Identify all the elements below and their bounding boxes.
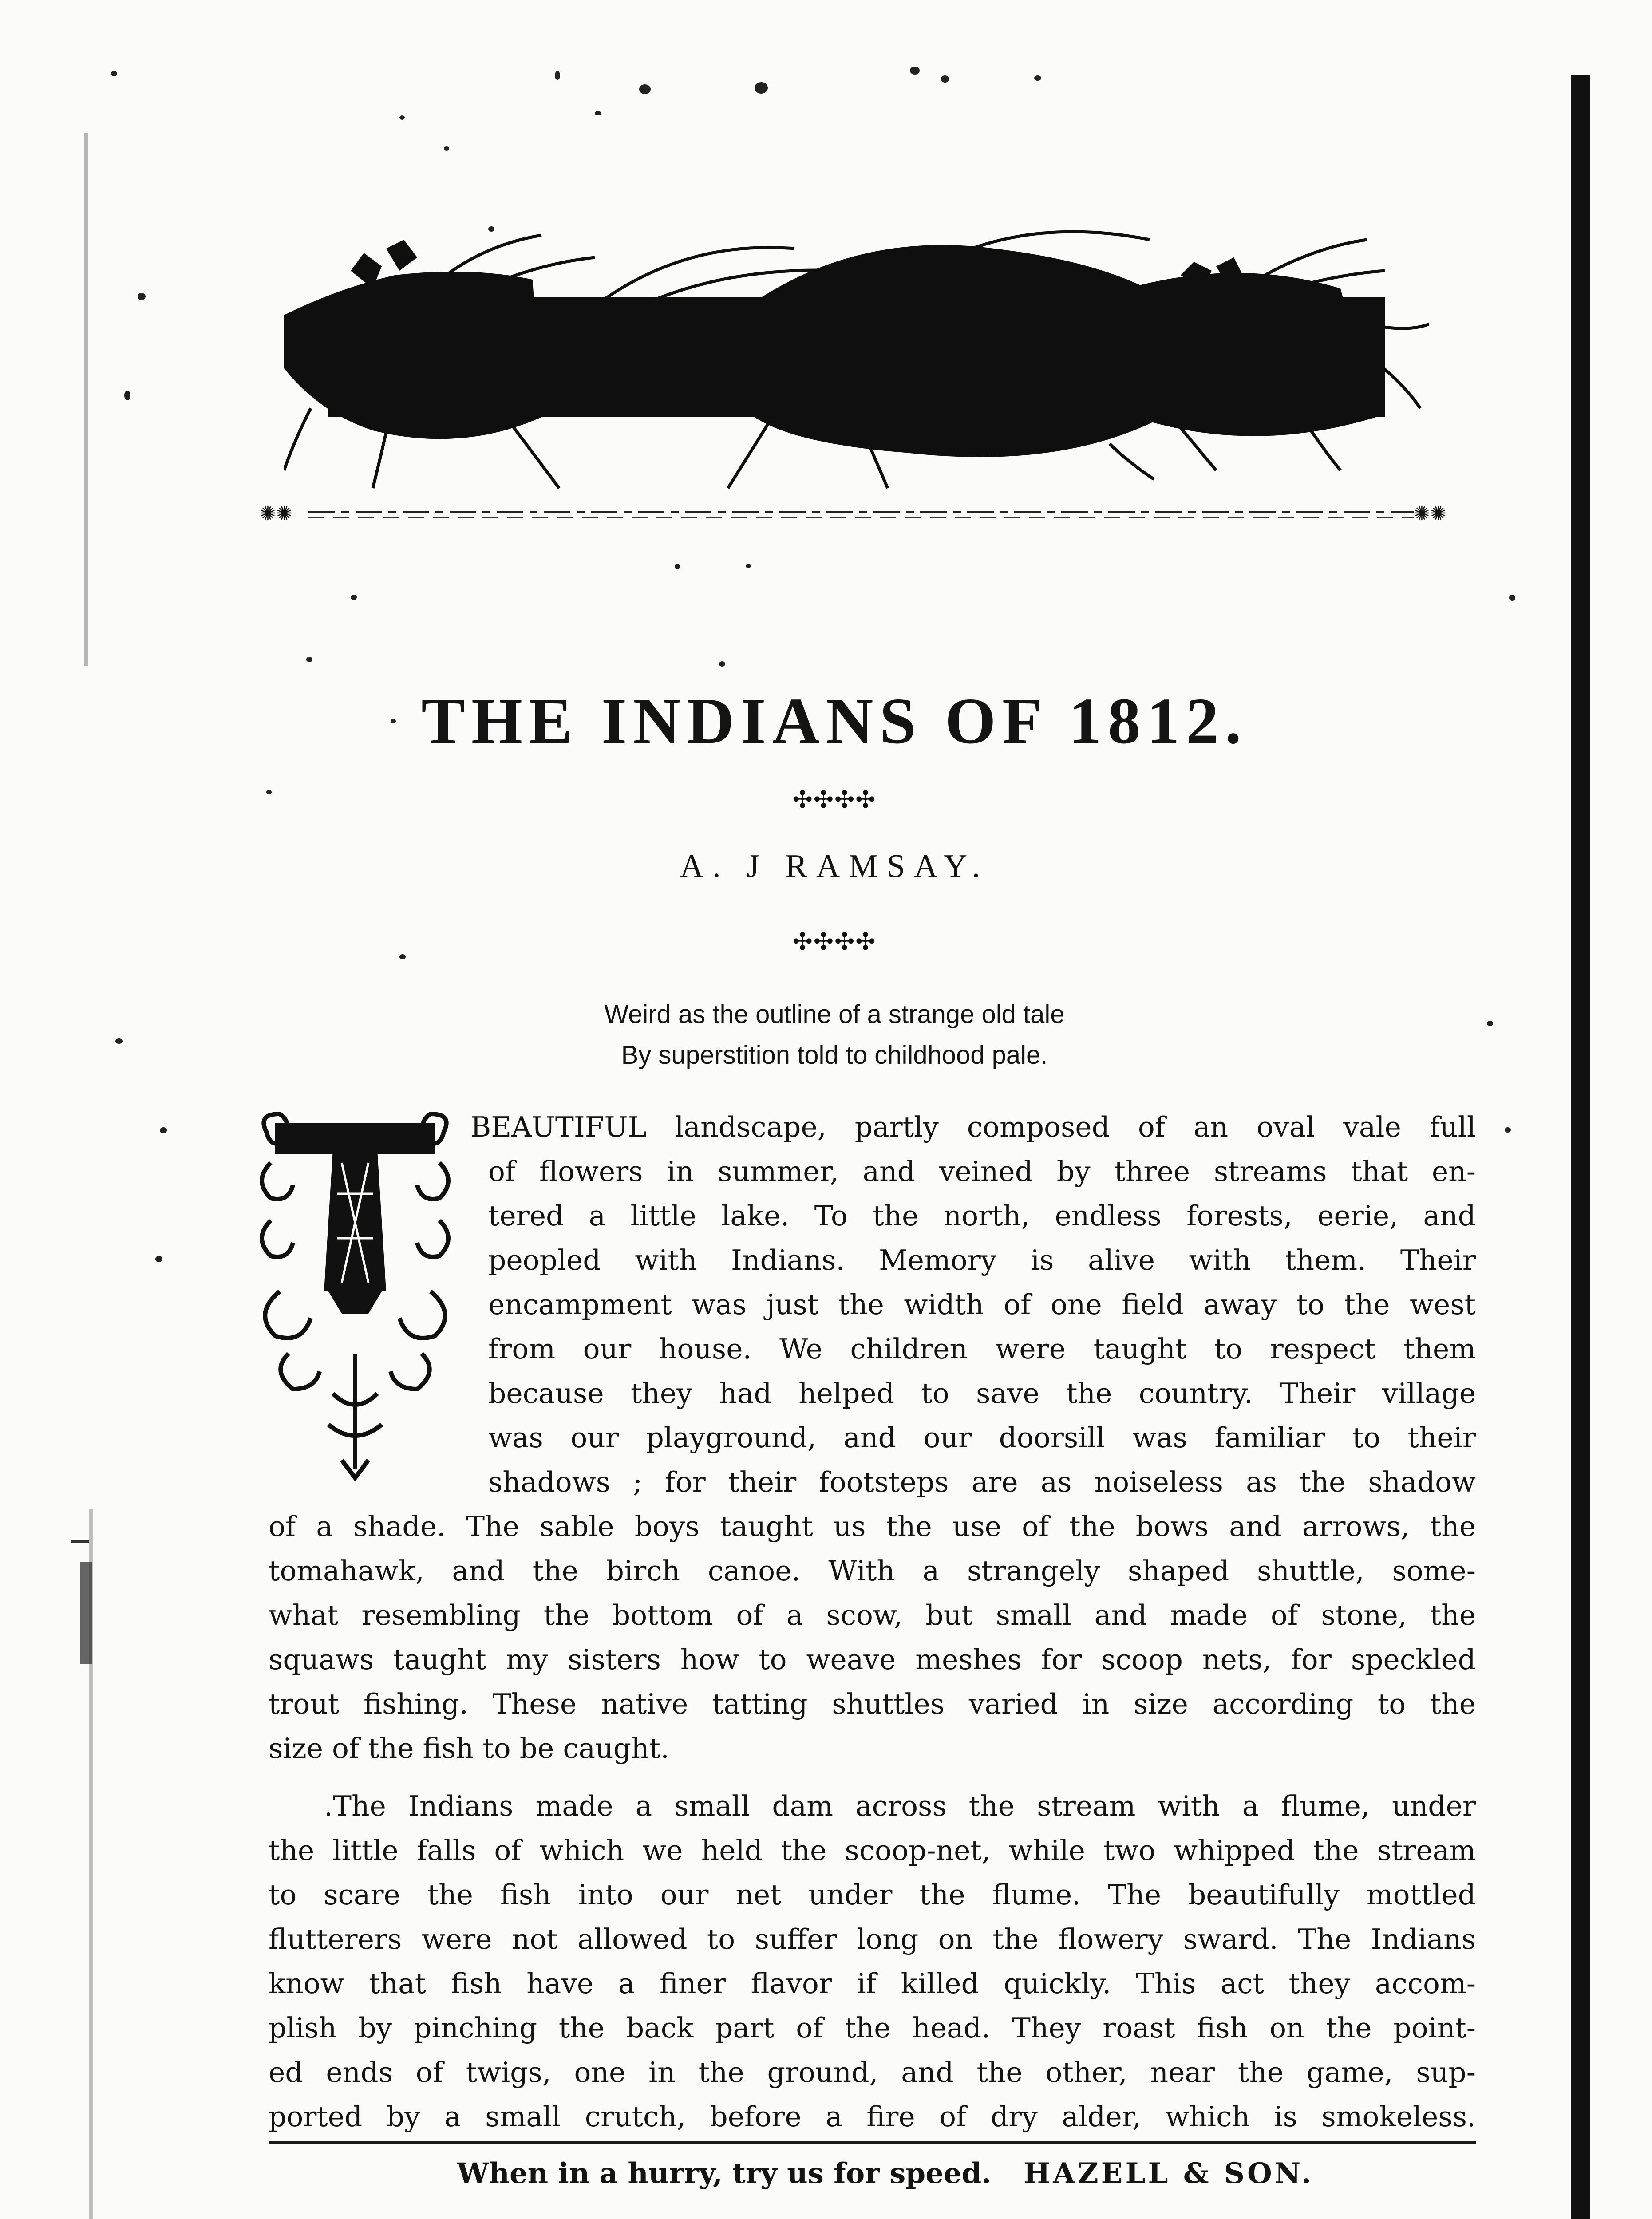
paragraph-line: from our house. We children were taught to respect them: [488, 1333, 1476, 1365]
footer-ad-name: HAZELL & SON.: [1023, 2157, 1314, 2190]
epigraph-line: Weird as the outline of a strange old tale: [604, 1000, 1065, 1029]
drop-cap-ornament: [253, 1105, 457, 1482]
footer-advertisement: [444, 2157, 1327, 2190]
paragraph-line: squaws taught my sisters how to weave meshes for scoop nets, for speckled: [269, 1643, 1476, 1676]
paragraph-line: know that fish have a finer flavor if killed quickly. This act they accom-: [269, 1967, 1476, 2000]
paragraph-line: of flowers in summer, and veined by three streams that en-: [488, 1155, 1476, 1188]
paragraph-line: what resembling the bottom of a scow, but small and made of stone, the: [269, 1599, 1476, 1631]
scan-edge-bar: [1571, 75, 1590, 2219]
epigraph-line: By superstition told to childhood pale.: [621, 1041, 1048, 1070]
svg-text:✺✺: ✺✺: [1414, 502, 1446, 525]
author-byline: A. J RAMSAY.: [680, 848, 989, 884]
paragraph-line: ed ends of twigs, one in the ground, and the other, near the game, sup-: [269, 2056, 1476, 2089]
paragraph-line: the little falls of which we held the scoop-net, while two whipped the stream: [269, 1834, 1476, 1867]
footer-rule: [269, 2141, 1476, 2144]
footer-ad-text: When in a hurry, try us for speed.: [457, 2157, 992, 2190]
article-title: THE INDIANS OF 1812.: [421, 685, 1248, 758]
paragraph-line: trout fishing. These native tatting shuttles varied in size according to the: [269, 1688, 1476, 1720]
paragraph-line: of a shade. The sable boys taught us the use of the bows and arrows, the: [269, 1510, 1476, 1543]
paragraph-line: BEAUTIFUL landscape, partly composed of an oval vale full: [470, 1111, 1476, 1143]
paragraph-line: peopled with Indians. Memory is alive with them. Their: [488, 1244, 1476, 1276]
paragraph-line: plish by pinching the back part of the head. They roast fish on the point-: [269, 2012, 1476, 2044]
svg-text:✺✺: ✺✺: [260, 502, 292, 525]
paragraph-line: because they had helped to save the country. Their village: [488, 1377, 1476, 1410]
paragraph-line: to scare the fish into our net under the flume. The beautifully mottled: [269, 1879, 1476, 1911]
paragraph-line: flutterers were not allowed to suffer long on the flowery sward. The Indians: [269, 1923, 1476, 1955]
paragraph-line: encampment was just the width of one field away to the west: [488, 1288, 1476, 1321]
header-banner-illustration: [284, 222, 1429, 497]
paragraph-line: was our playground, and our doorsill was familiar to their: [488, 1421, 1476, 1454]
paragraph-line: shadows ; for their footsteps are as noiseless as the shadow: [488, 1466, 1476, 1498]
paragraph-line: tomahawk, and the birch canoe. With a strangely shaped shuttle, some-: [269, 1555, 1476, 1587]
decorative-rule: [260, 501, 1467, 527]
paragraph-line: .The Indians made a small dam across the stream with a flume, under: [324, 1790, 1476, 1822]
paragraph-line: size of the fish to be caught.: [269, 1732, 669, 1765]
ornament-divider: ✣✣✣✣: [792, 786, 877, 813]
paragraph-line: tered a little lake. To the north, endless forests, eerie, and: [488, 1200, 1476, 1232]
paragraph-line: ported by a small crutch, before a fire of dry alder, which is smokeless.: [269, 2101, 1476, 2133]
epigraph: [444, 994, 1225, 1076]
ornament-divider: ✣✣✣✣: [792, 928, 877, 956]
